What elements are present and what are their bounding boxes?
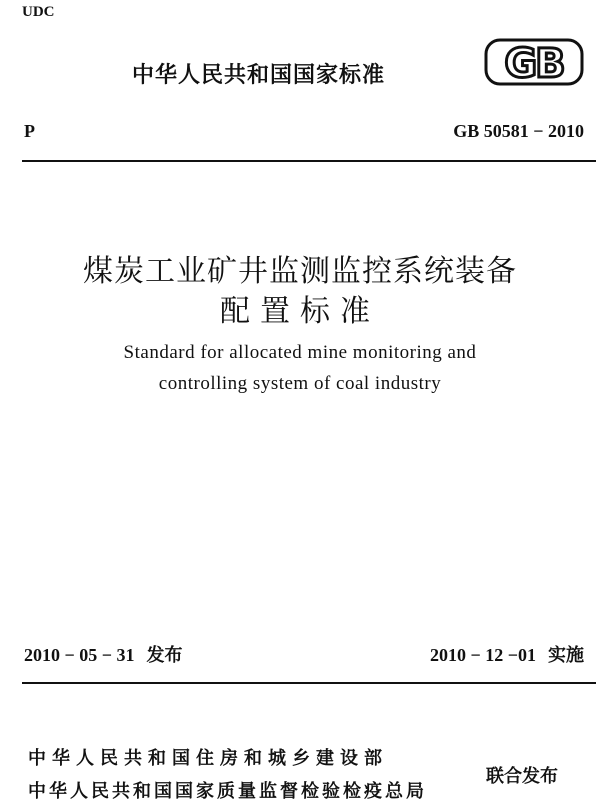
gb-logo [484, 38, 584, 86]
header-divider [22, 160, 596, 162]
title-en-line1: Standard for allocated mine monitoring and [123, 342, 477, 363]
issuer-line2: 中华人民共和国国家质量监督检验检疫总局 [28, 781, 427, 802]
issue-label: 发布 [146, 645, 183, 666]
issuer-line1: 中华人民共和国住房和城乡建设部 [28, 748, 388, 769]
implement-date: 2010 − 12 −01 [429, 645, 536, 665]
category-code: P [24, 121, 35, 141]
implement-label: 实施 [548, 645, 584, 666]
gb-logo-text: GB [504, 41, 564, 86]
issue-date: 2010 − 05 − 31 [24, 645, 135, 665]
issue-date-row [24, 641, 183, 667]
title-en-line2: controlling system of coal industry [158, 373, 442, 394]
implement-date-row [430, 641, 584, 667]
udc-label: UDC [22, 4, 55, 20]
gb-logo-graphic [484, 38, 584, 86]
national-standard-heading: 中华人民共和国国家标准 [132, 63, 386, 88]
standard-number: GB 50581 − 2010 [453, 121, 584, 141]
title-cn-line2: 配置标准 [220, 294, 380, 329]
title-cn-line1: 煤炭工业矿井监测监控系统装备 [83, 254, 517, 289]
footer-divider [22, 682, 596, 684]
joint-issue-label: 联合发布 [486, 766, 558, 787]
